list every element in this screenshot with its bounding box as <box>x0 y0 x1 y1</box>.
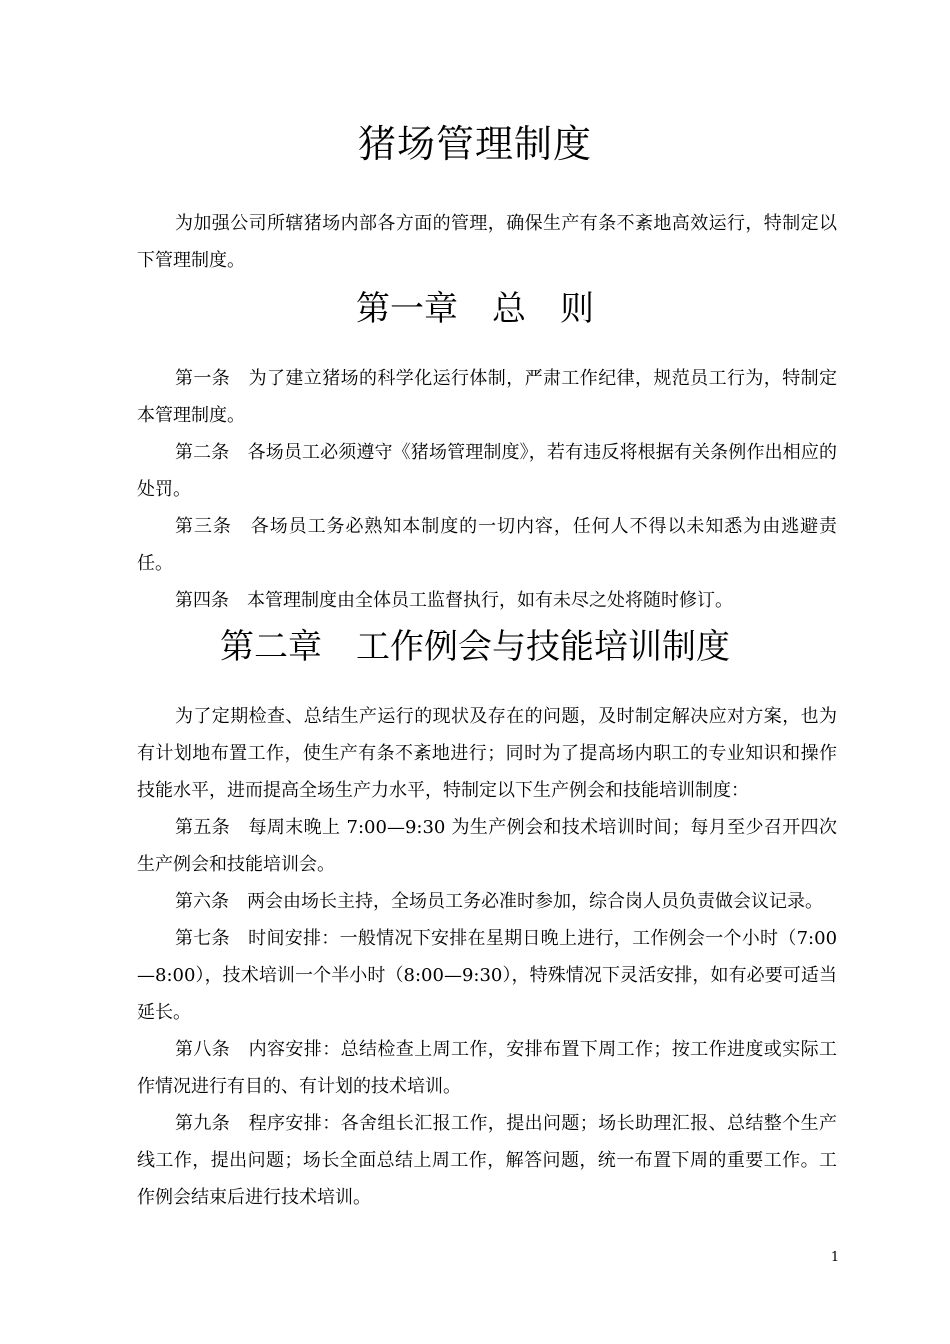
article-2 <box>137 434 837 508</box>
article-text: 时间安排：一般情况下安排在星期日晚上进行，工作例会一个小时（7:00—8:00），技术培训一个半小时（8:00—9:30），特殊情况下灵活安排，如有必要可适当延长。 <box>137 928 838 1023</box>
preamble-paragraph: 为加强公司所辖猪场内部各方面的管理，确保生产有条不紊地高效运行，特制定以下管理制度。 <box>137 213 837 271</box>
article-text: 为了建立猪场的科学化运行体制，严肃工作纪律，规范员工行为，特制定本管理制度。 <box>137 368 838 426</box>
article-label: 第七条 <box>175 928 230 949</box>
article-text: 内容安排：总结检查上周工作，安排布置下周工作；按工作进度或实际工作情况进行有目的、有计划的技术培训。 <box>137 1039 838 1097</box>
article-text: 程序安排：各舍组长汇报工作，提出问题；场长助理汇报、总结整个生产线工作，提出问题；场长全面总结上周工作，解答问题，统一布置下周的重要工作。工作例会结束后进行技术培训。 <box>137 1113 838 1208</box>
article-1 <box>137 360 837 434</box>
article-4 <box>137 582 837 619</box>
document-title: 猪场管理制度 <box>357 122 592 166</box>
article-text: 每周末晚上 7:00—9:30 为生产例会和技术培训时间；每月至少召开四次生产例会和技能培训会。 <box>137 817 838 875</box>
article-label: 第四条 <box>175 590 229 611</box>
article-label: 第六条 <box>175 891 229 912</box>
article-text: 两会由场长主持，全场员工务必准时参加，综合岗人员负责做会议记录。 <box>247 891 823 912</box>
article-label: 第三条 <box>175 516 232 537</box>
article-label: 第二条 <box>175 442 230 463</box>
article-6 <box>137 883 837 920</box>
article-text: 各场员工必须遵守《猪场管理制度》，若有违反将根据有关条例作出相应的处罚。 <box>137 442 838 500</box>
page-number: 1 <box>830 1250 840 1265</box>
chapter-1-heading: 第一章 总 则 <box>356 289 594 329</box>
chapter-2-intro: 为了定期检查、总结生产运行的现状及存在的问题，及时制定解决应对方案，也为有计划地布置工作，使生产有条不紊地进行；同时为了提高场内职工的专业知识和操作技能水平，进而提高全场生产力水平，特制定以下生产例会和技能培训制度： <box>137 706 837 801</box>
article-7 <box>137 920 837 1031</box>
article-label: 第九条 <box>175 1113 231 1134</box>
article-label: 第一条 <box>175 368 231 389</box>
article-5 <box>137 809 837 883</box>
article-label: 第八条 <box>175 1039 231 1060</box>
article-8 <box>137 1031 837 1105</box>
article-text: 各场员工务必熟知本制度的一切内容，任何人不得以未知悉为由逃避责任。 <box>137 516 838 574</box>
chapter-2-heading: 第二章 工作例会与技能培训制度 <box>220 627 730 667</box>
article-label: 第五条 <box>175 817 231 838</box>
article-9 <box>137 1105 837 1216</box>
article-text: 本管理制度由全体员工监督执行，如有未尽之处将随时修订。 <box>247 590 733 611</box>
article-3 <box>137 508 837 582</box>
